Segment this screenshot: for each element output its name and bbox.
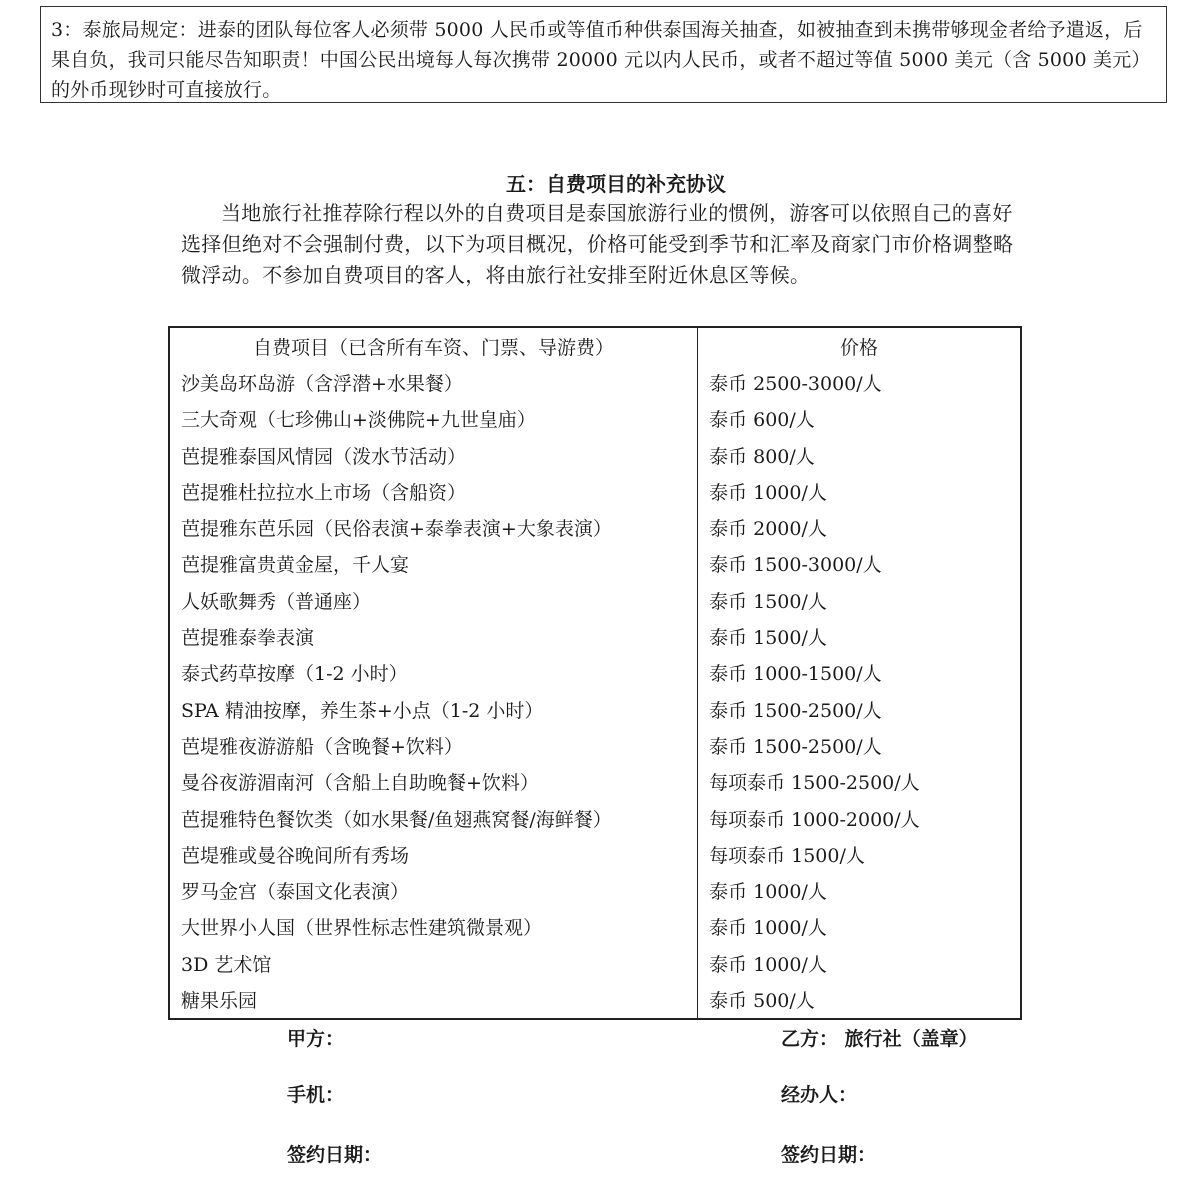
item-price-cell: 每项泰币 1500-2500/人	[709, 772, 920, 795]
item-price-cell: 每项泰币 1500/人	[709, 844, 865, 867]
handler-label: 经办人：	[781, 1084, 858, 1106]
item-price-cell: 泰币 600/人	[709, 409, 815, 432]
table-row	[169, 909, 1021, 945]
item-name-cell: 罗马金宫（泰国文化表演）	[169, 872, 698, 908]
party-b-label: 乙方： 旅行社（盖章）	[781, 1028, 978, 1050]
item-name-cell: 曼谷夜游湄南河（含船上自助晚餐+饮料）	[169, 764, 698, 800]
table-row	[169, 945, 1021, 981]
item-price-cell: 泰币 1000/人	[709, 481, 827, 504]
item-price-cell: 泰币 2000/人	[709, 518, 827, 541]
table-row	[169, 655, 1021, 691]
date-a-label: 签约日期：	[287, 1144, 383, 1166]
item-name-cell: 沙美岛环岛游（含浮潜+水果餐）	[169, 364, 698, 400]
item-name-cell: 泰式药草按摩（1-2 小时）	[169, 655, 698, 691]
item-price-cell: 泰币 1000-1500/人	[709, 663, 882, 686]
table-row	[169, 437, 1021, 473]
table-row	[169, 582, 1021, 618]
item-name-cell: 三大奇观（七珍佛山+淡佛院+九世皇庙）	[169, 401, 698, 437]
item-name-cell: 芭提雅泰国风情园（泼水节活动）	[169, 437, 698, 473]
table-row	[169, 800, 1021, 836]
table-row	[169, 764, 1021, 800]
section-title: 五：自费项目的补充协议	[506, 172, 726, 196]
item-name-cell: 芭堤雅或曼谷晚间所有秀场	[169, 836, 698, 872]
item-price-cell: 泰币 800/人	[709, 445, 815, 468]
customs-notice-box	[40, 6, 1167, 103]
table-row	[169, 981, 1021, 1018]
table-row	[169, 546, 1021, 582]
item-name-cell: 3D 艺术馆	[169, 945, 698, 981]
item-price-cell: 泰币 1500-3000/人	[709, 554, 882, 577]
optional-items-table	[168, 326, 1022, 1020]
item-price-cell: 泰币 1000/人	[709, 953, 827, 976]
date-b-label: 签约日期：	[781, 1144, 877, 1166]
table-row	[169, 836, 1021, 872]
item-price-cell: 泰币 1000/人	[709, 917, 827, 940]
customs-notice-text: 3：泰旅局规定：进泰的团队每位客人必须带 5000 人民币或等值币种供泰国海关抽查，如被抽查到未携带够现金者给予遣返，后果自负，我司只能尽告知职责！中国公民出境每人每次携带 20000 元以内人民币，或者不超过等值 5000 美元（含 5000 美元）的外币现钞时可直接放行。	[51, 19, 1151, 101]
item-name-cell: 芭堤雅夜游游船（含晚餐+饮料）	[169, 727, 698, 763]
item-name-cell: 大世界小人国（世界性标志性建筑微景观）	[169, 909, 698, 945]
item-name-cell: 芭提雅杜拉拉水上市场（含船资）	[169, 473, 698, 509]
table-row	[169, 364, 1021, 400]
table-row	[169, 691, 1021, 727]
table-row	[169, 727, 1021, 763]
item-price-cell: 泰币 1500/人	[709, 590, 827, 613]
item-name-cell: SPA 精油按摩，养生茶+小点（1-2 小时）	[169, 691, 698, 727]
phone-label: 手机：	[287, 1084, 345, 1106]
table-header-row	[169, 327, 1021, 364]
item-name-cell: 芭提雅东芭乐园（民俗表演+泰拳表演+大象表演）	[169, 509, 698, 545]
item-name-cell: 人妖歌舞秀（普通座）	[169, 582, 698, 618]
item-price-cell: 泰币 1000/人	[709, 881, 827, 904]
item-price-cell: 泰币 1500-2500/人	[709, 735, 882, 758]
table-body	[169, 364, 1021, 1018]
table-row	[169, 473, 1021, 509]
item-price-cell: 每项泰币 1000-2000/人	[709, 808, 920, 831]
item-name-cell: 糖果乐园	[169, 981, 698, 1018]
header-item: 自费项目（已含所有车资、门票、导游费）	[169, 327, 698, 364]
item-price-cell: 泰币 2500-3000/人	[709, 372, 882, 395]
item-name-cell: 芭提雅特色餐饮类（如水果餐/鱼翅燕窝餐/海鲜餐）	[169, 800, 698, 836]
table-row	[169, 872, 1021, 908]
item-price-cell: 泰币 1500/人	[709, 627, 827, 650]
item-price-cell: 泰币 500/人	[709, 989, 815, 1012]
item-name-cell: 芭提雅富贵黄金屋，千人宴	[169, 546, 698, 582]
item-price-cell: 泰币 1500-2500/人	[709, 699, 882, 722]
section-intro: 当地旅行社推荐除行程以外的自费项目是泰国旅游行业的惯例，游客可以依照自己的喜好选择但绝对不会强制付费，以下为项目概况，价格可能受到季节和汇率及商家门市价格调整略微浮动。不参加自费项目的客人，将由旅行社安排至附近休息区等候。	[181, 201, 1014, 287]
item-name-cell: 芭提雅泰拳表演	[169, 618, 698, 654]
table-row	[169, 618, 1021, 654]
table-row	[169, 509, 1021, 545]
party-a-label: 甲方：	[287, 1028, 345, 1050]
header-price: 价格	[840, 336, 879, 359]
table-row	[169, 401, 1021, 437]
